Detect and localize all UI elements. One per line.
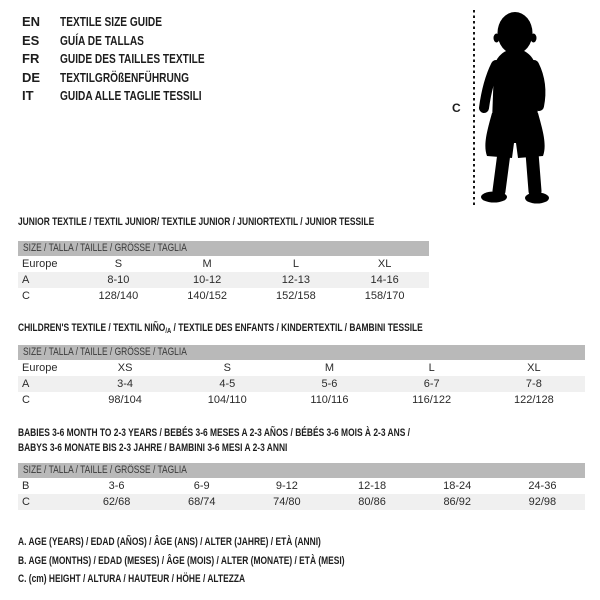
value-cell: XS (117, 362, 133, 374)
value-cell: 152/158 (275, 290, 316, 302)
lang-label: GUIDA ALLE TAGLIE TESSILI (60, 88, 202, 104)
legend-line-c (18, 570, 437, 589)
junior-size-header-bar (18, 241, 429, 256)
junior-table (18, 256, 429, 304)
value-cell: 68/74 (187, 496, 216, 508)
value-cell: 9-12 (275, 480, 298, 492)
value-cell: L (292, 258, 299, 270)
value-cell: 10-12 (193, 274, 222, 286)
children-table (18, 360, 585, 408)
value-cell: 86/92 (443, 496, 471, 508)
row-label-cell: C (22, 496, 30, 508)
value-cell: 116/122 (412, 394, 452, 406)
table-row (18, 494, 585, 510)
value-cell: 104/110 (207, 394, 247, 406)
value-cell: 62/68 (102, 496, 131, 508)
babies-title-line2: BABYS 3-6 MONATE BIS 2-3 JAHRE / BAMBINI 3-6 MESI A 2-3 ANNI (18, 442, 288, 455)
babies-table (18, 478, 585, 510)
row-label-cell: C (22, 290, 30, 302)
lang-row-fr (22, 50, 245, 69)
babies-size-header-bar (18, 463, 585, 478)
value-cell: S (223, 362, 231, 374)
legend-line-b (18, 552, 437, 571)
children-size-header-bar (18, 345, 585, 360)
value-cell: 128/140 (98, 290, 139, 302)
table-row (18, 360, 585, 376)
table-row (18, 288, 429, 304)
value-cell: 18-24 (443, 480, 472, 492)
height-measure-dotted-line (473, 10, 475, 208)
legend-line-b-text: B. AGE (MONTHS) / EDAD (MESES) / ÂGE (MOIS) / ALTER (MONATE) / ETÀ (MESI) (18, 554, 345, 567)
size-header-text: SIZE / TALLA / TAILLE / GRÖSSE / TAGLIA (23, 346, 187, 358)
children-section-title (18, 321, 537, 338)
children-section-title-text (18, 321, 423, 338)
lang-code: EN (22, 14, 41, 29)
value-cell: 6-7 (423, 378, 440, 390)
value-cell: 140/152 (187, 290, 227, 302)
legend-line-a (18, 533, 437, 552)
children-title-post: / TEXTILE DES ENFANTS / KINDERTEXTIL / BAMBINI TESSILE (171, 322, 423, 334)
row-label-cell: Europe (22, 258, 58, 270)
value-cell: 12-18 (357, 480, 387, 492)
lang-row-it (22, 87, 245, 106)
lang-row-de (22, 69, 245, 88)
value-cell: 7-8 (525, 378, 542, 390)
value-cell: 8-10 (107, 274, 130, 286)
lang-row-en (22, 13, 245, 32)
junior-section-title (18, 215, 475, 230)
junior-section-title-text: JUNIOR TEXTILE / TEXTIL JUNIOR/ TEXTILE JUNIOR / JUNIORTEXTIL / JUNIOR TESSILE (18, 216, 375, 228)
value-cell: 122/128 (513, 394, 554, 406)
lang-code: IT (22, 88, 34, 104)
row-label-cell: Europe (22, 362, 58, 374)
lang-label: GUÍA DE TALLAS (60, 32, 144, 48)
table-row (18, 272, 429, 288)
legend-footnotes (18, 533, 437, 589)
value-cell: 110/116 (310, 394, 349, 406)
language-title-list (22, 13, 245, 106)
lang-label: TEXTILGRÖßENFÜHRUNG (60, 69, 190, 85)
value-cell: M (324, 362, 335, 374)
children-title-pre: CHILDREN'S TEXTILE / TEXTIL NIÑO (18, 322, 166, 334)
lang-label: GUIDE DES TAILLES TEXTILE (60, 51, 205, 67)
lang-label: TEXTILE SIZE GUIDE (60, 14, 162, 29)
lang-code: ES (22, 32, 40, 48)
value-cell: 3-6 (108, 480, 125, 492)
value-cell: 12-13 (281, 274, 310, 286)
row-label-cell: A (22, 378, 30, 390)
value-cell: 6-9 (193, 480, 210, 492)
value-cell: XL (377, 258, 392, 270)
row-label-cell: A (22, 274, 30, 286)
legend-line-a-text: A. AGE (YEARS) / EDAD (AÑOS) / ÂGE (ANS) / ALTER (JAHRE) / ETÀ (ANNI) (18, 536, 321, 548)
size-header-text: SIZE / TALLA / TAILLE / GRÖSSE / TAGLIA (23, 242, 187, 254)
value-cell: 3-4 (117, 378, 134, 390)
value-cell: 24-36 (528, 480, 557, 492)
row-label-cell: C (22, 394, 30, 406)
lang-row-es (22, 32, 245, 51)
value-cell: 92/98 (528, 496, 557, 508)
table-row (18, 256, 429, 272)
babies-size-table (18, 463, 585, 510)
value-cell: 74/80 (273, 496, 301, 508)
table-row (18, 376, 585, 392)
row-label-cell: B (22, 480, 30, 492)
children-title-subscript: /A (165, 326, 172, 335)
value-cell: XL (527, 362, 541, 374)
value-cell: M (202, 258, 212, 270)
value-cell: 4-5 (219, 378, 236, 390)
junior-size-table (18, 241, 429, 304)
baby-silhouette-icon (479, 7, 569, 207)
babies-section-title (18, 426, 521, 456)
value-cell: 80/86 (358, 496, 386, 508)
size-header-text: SIZE / TALLA / TAILLE / GRÖSSE / TAGLIA (23, 464, 187, 476)
value-cell: 5-6 (321, 378, 338, 390)
legend-line-c-text: C. (cm) HEIGHT / ALTURA / HAUTEUR / HÖHE / ALTEZZA (18, 573, 246, 586)
babies-title-line1: BABIES 3-6 MONTH TO 2-3 YEARS / BEBÉS 3-6 MESES A 2-3 AÑOS / BÉBÉS 3-6 MOIS À 2-3 ANS / (18, 427, 411, 439)
value-cell: 98/104 (108, 394, 142, 406)
value-cell: 14-16 (370, 274, 399, 286)
lang-code: DE (22, 69, 41, 85)
value-cell: 158/170 (364, 290, 405, 302)
height-measure-label: C (452, 101, 461, 115)
value-cell: L (428, 362, 435, 374)
children-size-table (18, 345, 585, 408)
table-row (18, 392, 585, 408)
value-cell: S (114, 258, 123, 270)
table-row (18, 478, 585, 494)
lang-code: FR (22, 51, 40, 67)
